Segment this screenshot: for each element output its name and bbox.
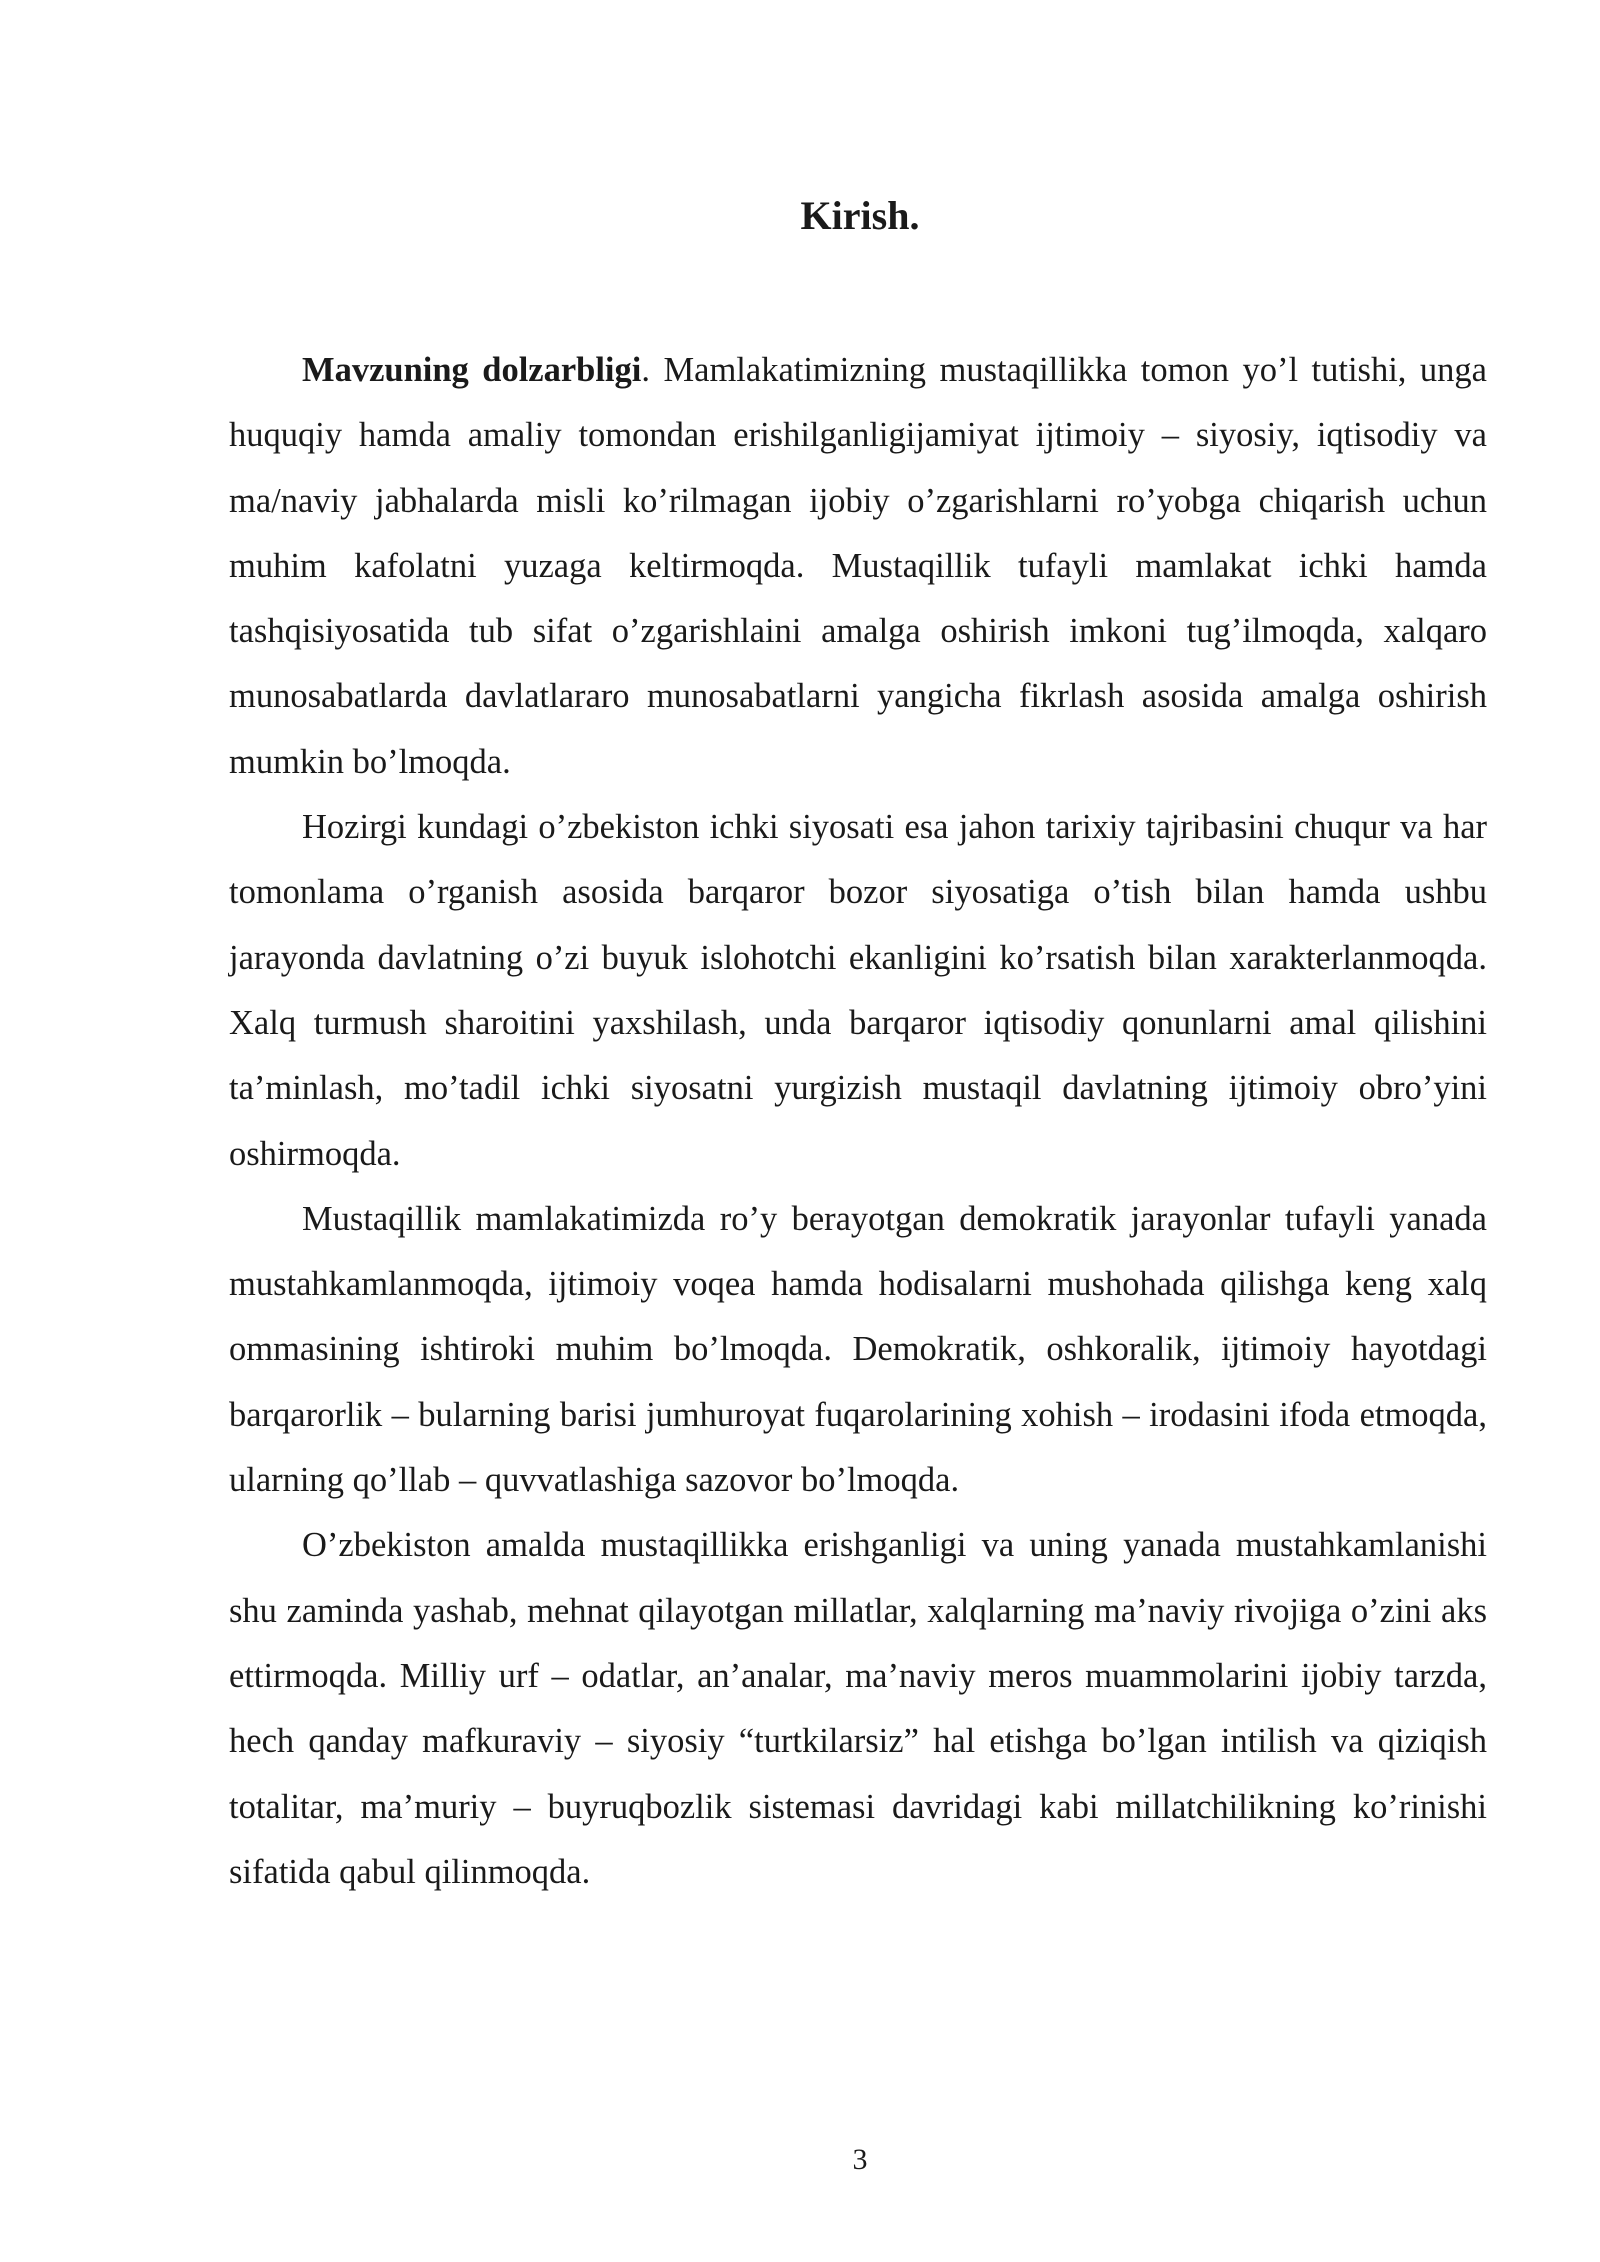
paragraph-relevance xyxy=(229,338,1487,795)
paragraph-independence: O’zbekiston amalda mustaqillikka erishganligi va uning yanada mustahkamlanishi shu zaminda yashab, mehnat qilayotgan millatlar, xalqlarning ma’naviy rivojiga o’zini aks ettirmoqda. Milliy urf – odatlar, an’analar, ma’naviy meros muammolarini ijobiy tarzda, hech qanday mafkuraviy – siyosiy “turtkilarsiz” hal etishga bo’lgan intilish va qiziqish totalitar, ma’muriy – buyruqbozlik sistemasi davridagi kabi millatchilikning ko’rinishi sifatida qabul qilinmoqda. xyxy=(229,1526,1487,1891)
section-lead-heading: Mavzuning dolzarbligi xyxy=(302,351,642,389)
page-title: Kirish. xyxy=(800,193,920,238)
paragraph-democracy: Mustaqillik mamlakatimizda ro’y berayotgan demokratik jarayonlar tufayli yanada mustahkamlanmoqda, ijtimoiy voqea hamda hodisalarni mushohada qilishga keng xalq ommasining ishtiroki muhim bo’lmoqda. Demokratik, oshkoralik, ijtimoiy hayotdagi barqarorlik – bularning barisi jumhuroyat fuqarolarining xohish – irodasini ifoda etmoqda, ularning qo’llab – quvvatlashiga sazovor bo’lmoqda. xyxy=(229,1199,1487,1500)
paragraph-domestic-policy: Hozirgi kundagi o’zbekiston ichki siyosati esa jahon tarixiy tajribasini chuqur va har tomonlama o’rganish asosida barqaror bozor siyosatiga o’tish bilan hamda ushbu jarayonda davlatning o’zi buyuk islohotchi ekanligini ko’rsatish bilan xarakterlanmoqda. Xalq turmush sharoitini yaxshilash, unda barqaror iqtisodiy qonunlarni amal qilishini ta’minlash, mo’tadil ichki siyosatni yurgizish mustaqil davlatning ijtimoiy obro’yini oshirmoqda. xyxy=(229,808,1487,1173)
page-number: 3 xyxy=(852,2143,868,2176)
paragraph-text: . Mamlakatimizning mustaqillikka tomon yo’l tutishi, unga huquqiy hamda amaliy tomondan erishilganligijamiyat ijtimoiy – siyosiy, iqtisodiy va ma/naviy jabhalarda misli ko’rilmagan ijobiy o’zgarishlarni ro’yobga chiqarish uchun muhim kafolatni yuzaga keltirmoqda. Mustaqillik tufayli mamlakat ichki hamda tashqisiyosatida tub sifat o’zgarishlaini amalga oshirish imkoni tug’ilmoqda, xalqaro munosabatlarda davlatlararo munosabatlarni yangicha fikrlash asosida amalga oshirish mumkin bo’lmoqda. xyxy=(229,351,1487,781)
document-body xyxy=(229,338,1487,1905)
